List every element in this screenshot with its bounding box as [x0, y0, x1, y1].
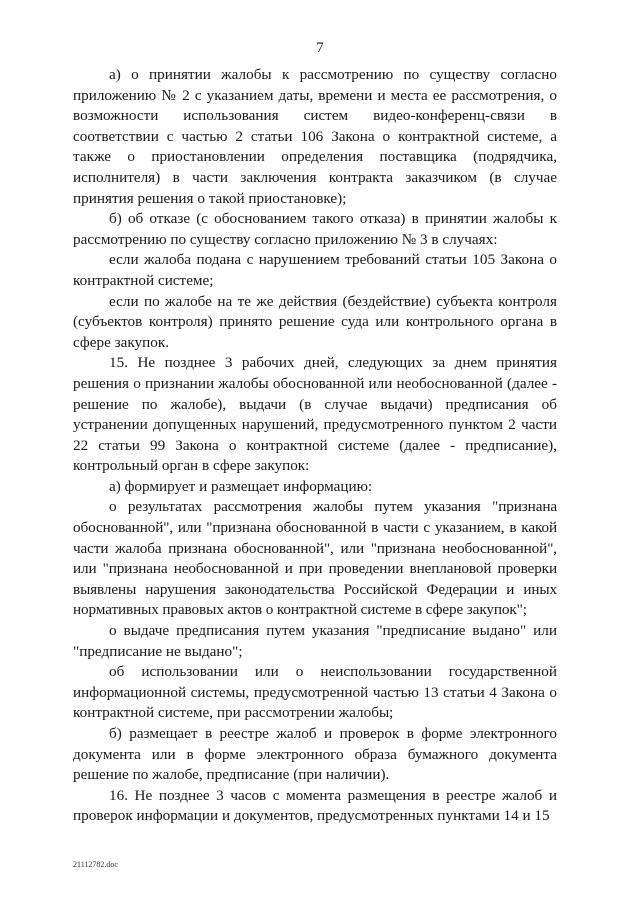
paragraph-b-refusal: б) об отказе (с обоснованием такого отказа) в принятии жалобы к рассмотрению по существу согласно приложению № 3 в случаях: — [73, 210, 557, 248]
document-body — [73, 65, 557, 827]
paragraph-case-court-decision: если по жалобе на те же действия (бездействие) субъекта контроля (субъектов контроля) принято решение суда или контрольного органа в сфере закупок. — [73, 292, 557, 351]
paragraph-15: 15. Не позднее 3 рабочих дней, следующих за днем принятия решения о признании жалобы обоснованной или необоснованной (далее - решение по жалобе), выдачи (в случае выдачи) предписания об устранении допущенных нарушений, предусмотренного пунктом 2 части 22 статьи 99 Закона о контрактной системе (далее - предписание), контрольный орган в сфере закупок: — [73, 354, 557, 475]
paragraph-information-system: об использовании или о неиспользовании государственной информационной системы, предусмотренной частью 13 статьи 4 Закона о контрактной системе, при рассмотрении жалобы; — [73, 663, 557, 722]
paragraph-a-acceptance: а) о принятии жалобы к рассмотрению по существу согласно приложению № 2 с указанием даты, времени и места ее рассмотрения, о возможности использования систем видео-конференц-связи в соответствии с частью 2 статьи 106 Закона о контрактной системе, а также о приостановлении определения поставщика (подрядчика, исполнителя) в части заключения контракта заказчиком (в случае принятия решения о такой приостановке); — [73, 66, 557, 207]
paragraph-16: 16. Не позднее 3 часов с момента размещения в реестре жалоб и проверок информации и документов, предусмотренных пунктами 14 и 15 — [73, 786, 557, 825]
page-number: 7 — [316, 40, 324, 56]
paragraph-results: о результатах рассмотрения жалобы путем указания "признана обоснованной", или "признана обоснованной в части с указанием, в какой части жалоба признана обоснованной", или "признана необоснованной", или "признана необоснованной и при проведении внеплановой проверки выявлены нарушения законодательства Российской Федерации и иных нормативных правовых актов о контрактной системе в сфере закупок"; — [73, 498, 557, 619]
file-name-footer: 21112782.doc — [73, 860, 118, 869]
paragraph-15-b: б) размещает в реестре жалоб и проверок в форме электронного документа или в форме электронного образа бумажного документа решение по жалобе, предписание (при наличии). — [73, 725, 557, 784]
paragraph-prescription: о выдаче предписания путем указания "предписание выдано" или "предписание не выдано"; — [73, 622, 557, 660]
paragraph-15-a: а) формирует и размещает информацию: — [109, 477, 373, 495]
paragraph-case-violation: если жалоба подана с нарушением требований статьи 105 Закона о контрактной системе; — [73, 251, 557, 289]
